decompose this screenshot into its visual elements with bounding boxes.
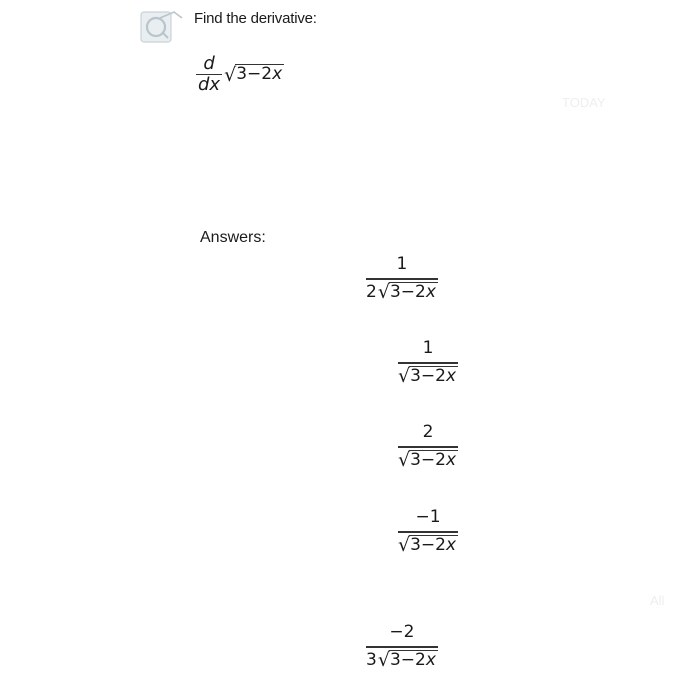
answer-option-4[interactable] bbox=[398, 507, 458, 555]
answer-numerator: 1 bbox=[422, 338, 434, 358]
answer-radical: √ 3−2x bbox=[377, 649, 436, 672]
question-expression bbox=[196, 54, 284, 95]
answer-numerator: 2 bbox=[422, 422, 434, 442]
radical-sign: √ bbox=[398, 449, 411, 472]
derivative-operator bbox=[196, 54, 222, 95]
answer-denominator bbox=[398, 364, 458, 387]
question-logo-icon bbox=[138, 8, 184, 48]
answer-radical: √ 3−2x bbox=[377, 281, 436, 304]
answer-numerator: −1 bbox=[415, 507, 441, 527]
question-radical bbox=[224, 64, 284, 85]
answer-option-5[interactable] bbox=[366, 622, 438, 670]
answer-radical: √ 3−2x bbox=[398, 534, 457, 557]
answer-option-3[interactable] bbox=[398, 422, 458, 470]
radical-sign: √ bbox=[224, 63, 237, 86]
radical-sign: √ bbox=[377, 281, 390, 304]
faded-today-label: TODAY bbox=[562, 95, 606, 110]
faded-all-label: All bbox=[650, 593, 665, 608]
answer-denominator: 3 √ 3−2x bbox=[366, 649, 436, 672]
question-radicand: 3−2x bbox=[236, 64, 283, 85]
answer-denominator: 2 √ 3−2x bbox=[366, 281, 436, 304]
radical-sign: √ bbox=[398, 365, 411, 388]
answers-label: Answers: bbox=[200, 229, 266, 246]
answer-denominator bbox=[398, 448, 458, 471]
operator-numerator: d bbox=[203, 53, 215, 74]
operator-denominator: dx bbox=[198, 74, 221, 96]
answer-option-2[interactable] bbox=[398, 338, 458, 386]
answer-radical: √ 3−2x bbox=[398, 449, 457, 472]
radical-sign: √ bbox=[377, 649, 390, 672]
answer-option-1[interactable] bbox=[366, 254, 438, 302]
answer-numerator: 1 bbox=[396, 254, 408, 274]
radical-sign: √ bbox=[398, 534, 411, 557]
answer-denominator bbox=[398, 533, 458, 556]
question-label: Find the derivative: bbox=[194, 10, 317, 27]
answer-numerator: −2 bbox=[389, 622, 415, 642]
answer-radical: √ 3−2x bbox=[398, 365, 457, 388]
